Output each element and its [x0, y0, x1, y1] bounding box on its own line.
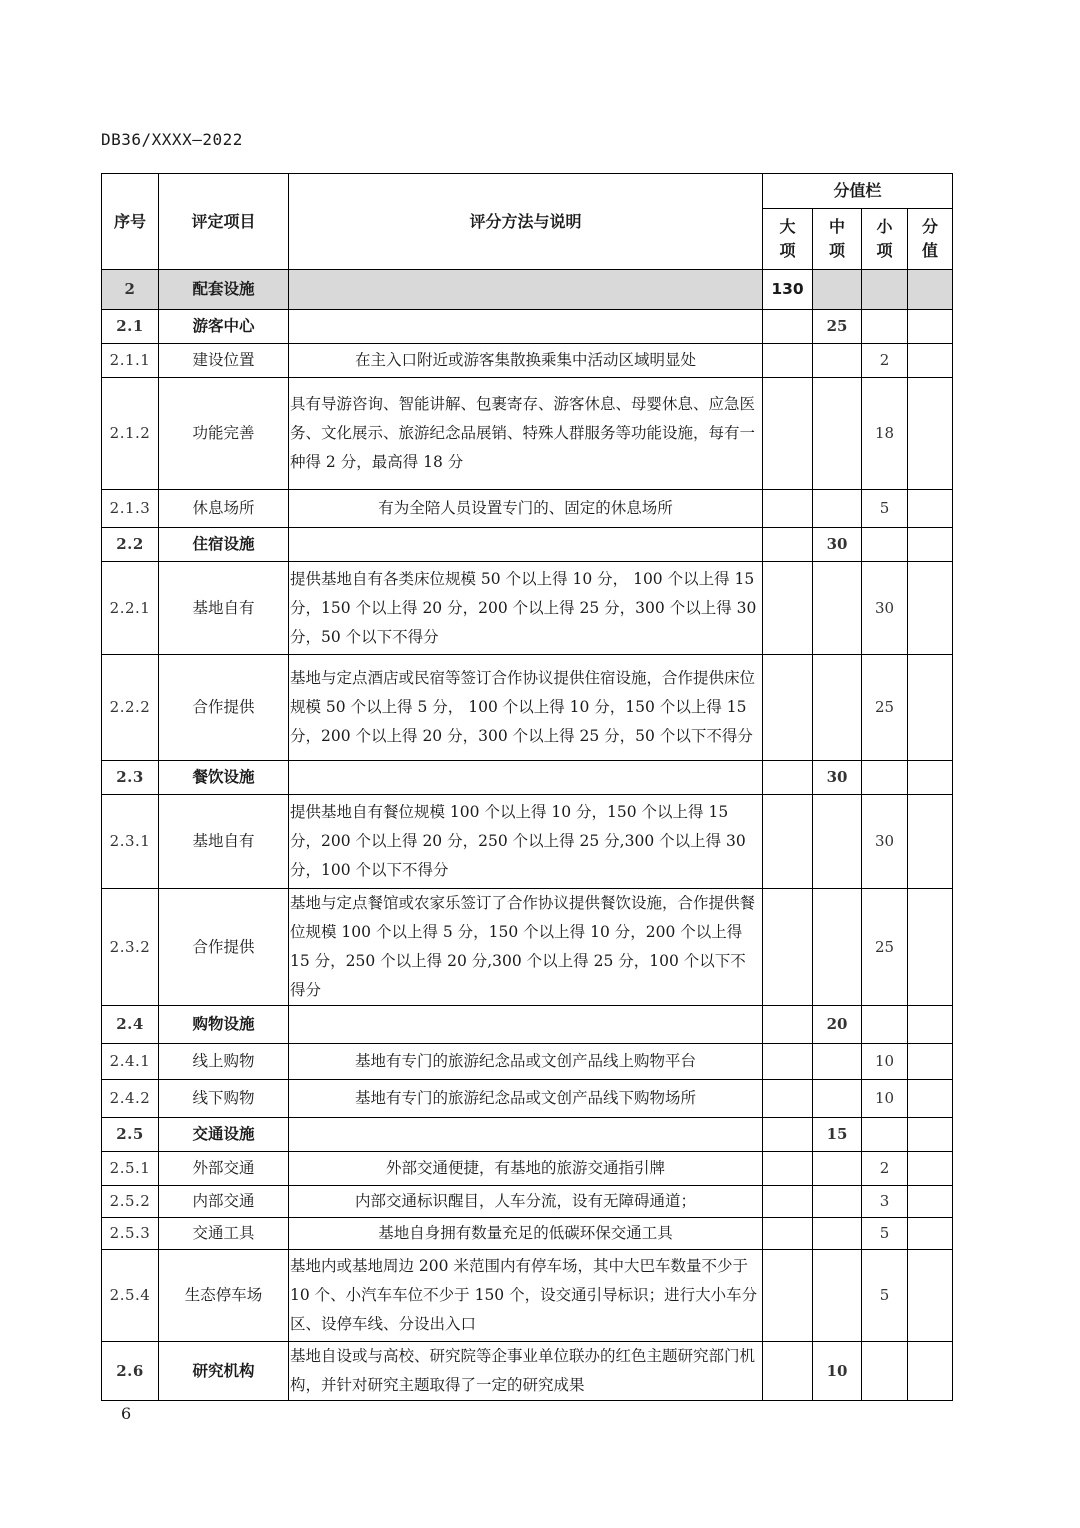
table-row [102, 1006, 953, 1044]
row-value [908, 1118, 953, 1152]
row-medium [813, 490, 862, 528]
table-row [102, 528, 953, 562]
table-row [102, 344, 953, 378]
row-value [908, 310, 953, 344]
header-minor: 小 项 [862, 209, 908, 270]
row-major [763, 562, 813, 655]
row-major [763, 1152, 813, 1186]
row-value [908, 1006, 953, 1044]
row-minor: 25 [862, 889, 908, 1006]
row-minor [862, 1118, 908, 1152]
table-body [102, 310, 953, 1401]
row-medium [813, 1080, 862, 1118]
row-value [908, 655, 953, 761]
row-item-name: 住宿设施 [159, 528, 289, 562]
row-major [763, 344, 813, 378]
row-minor: 10 [862, 1080, 908, 1118]
row-medium: 25 [813, 310, 862, 344]
row-medium [813, 378, 862, 490]
table-row [102, 378, 953, 490]
section-row [102, 270, 953, 310]
row-seq: 2.1 [102, 310, 159, 344]
row-minor: 25 [862, 655, 908, 761]
row-description: 基地自设或与高校、研究院等企事业单位联办的红色主题研究部门机构，并针对研究主题取得了一定的研究成果 [289, 1342, 763, 1401]
row-description: 基地与定点酒店或民宿等签订合作协议提供住宿设施，合作提供床位规模 50 个以上得 5 分， 100 个以上得 10 分，150 个以上得 15 分，200 个以上得 20 分，300 个以上得 25 分，50 个以下不得分 [289, 655, 763, 761]
row-medium [813, 889, 862, 1006]
row-description: 基地与定点餐馆或农家乐签订了合作协议提供餐饮设施，合作提供餐位规模 100 个以上得 5 分，150 个以上得 10 分，200 个以上得 15 分，250 个以上得 20 分,300 个以上得 25 分，100 个以下不得分 [289, 889, 763, 1006]
row-major [763, 1044, 813, 1080]
row-description: 在主入口附近或游客集散换乘集中活动区域明显处 [289, 344, 763, 378]
row-seq: 2.5.2 [102, 1186, 159, 1218]
row-value [908, 889, 953, 1006]
row-minor: 5 [862, 1250, 908, 1342]
table-row [102, 1186, 953, 1218]
row-seq: 2.1.2 [102, 378, 159, 490]
row-seq: 2.3.2 [102, 889, 159, 1006]
row-item-name: 合作提供 [159, 889, 289, 1006]
row-seq: 2.1.1 [102, 344, 159, 378]
header-item: 评定项目 [159, 174, 289, 270]
row-medium [813, 795, 862, 889]
header-score-column: 分值栏 [763, 174, 953, 209]
row-description: 基地内或基地周边 200 米范围内有停车场，其中大巴车数量不少于 10 个、小汽车车位不少于 150 个，设交通引导标识；进行大小车分区、设停车线、分设出入口 [289, 1250, 763, 1342]
row-description: 基地有专门的旅游纪念品或文创产品线上购物平台 [289, 1044, 763, 1080]
row-major [763, 1186, 813, 1218]
row-medium [813, 1218, 862, 1250]
table-row [102, 1152, 953, 1186]
row-seq: 2.4.1 [102, 1044, 159, 1080]
header-method: 评分方法与说明 [289, 174, 763, 270]
table-row [102, 1080, 953, 1118]
row-item-name: 内部交通 [159, 1186, 289, 1218]
row-description: 内部交通标识醒目，人车分流，设有无障碍通道； [289, 1186, 763, 1218]
row-value [908, 1152, 953, 1186]
row-medium [813, 655, 862, 761]
row-major [763, 1250, 813, 1342]
row-medium: 30 [813, 761, 862, 795]
row-item-name: 生态停车场 [159, 1250, 289, 1342]
scoring-table [101, 173, 953, 1401]
row-minor [862, 310, 908, 344]
row-description: 外部交通便捷，有基地的旅游交通指引牌 [289, 1152, 763, 1186]
header-value: 分 值 [908, 209, 953, 270]
row-description: 提供基地自有各类床位规模 50 个以上得 10 分， 100 个以上得 15 分，150 个以上得 20 分，200 个以上得 25 分，300 个以上得 30 分，50 个以下不得分 [289, 562, 763, 655]
header-row-1 [102, 174, 953, 209]
header-medium: 中 项 [813, 209, 862, 270]
row-seq: 2.3.1 [102, 795, 159, 889]
row-major [763, 1342, 813, 1401]
row-major [763, 761, 813, 795]
row-minor: 3 [862, 1186, 908, 1218]
row-description [289, 1118, 763, 1152]
row-medium: 20 [813, 1006, 862, 1044]
row-medium [813, 1250, 862, 1342]
row-seq: 2.5.3 [102, 1218, 159, 1250]
table-row [102, 490, 953, 528]
row-minor: 2 [862, 344, 908, 378]
row-value [908, 528, 953, 562]
row-seq: 2.5 [102, 1118, 159, 1152]
row-minor [862, 761, 908, 795]
row-description [289, 761, 763, 795]
row-minor [862, 528, 908, 562]
row-minor: 10 [862, 1044, 908, 1080]
row-medium [813, 1152, 862, 1186]
table-row [102, 562, 953, 655]
row-minor: 5 [862, 1218, 908, 1250]
row-item-name: 游客中心 [159, 310, 289, 344]
row-description [289, 528, 763, 562]
row-seq: 2.5.1 [102, 1152, 159, 1186]
row-value [908, 562, 953, 655]
row-seq: 2.2.2 [102, 655, 159, 761]
row-minor: 30 [862, 562, 908, 655]
row-major [763, 1218, 813, 1250]
row-item-name: 功能完善 [159, 378, 289, 490]
row-medium [813, 1044, 862, 1080]
table-row [102, 1044, 953, 1080]
row-value [908, 378, 953, 490]
row-seq: 2.5.4 [102, 1250, 159, 1342]
row-description: 具有导游咨询、智能讲解、包裹寄存、游客休息、母婴休息、应急医务、文化展示、旅游纪念品展销、特殊人群服务等功能设施，每有一种得 2 分，最高得 18 分 [289, 378, 763, 490]
row-major [763, 889, 813, 1006]
row-value [908, 344, 953, 378]
row-item-name: 合作提供 [159, 655, 289, 761]
row-item-name: 休息场所 [159, 490, 289, 528]
row-seq: 2.4.2 [102, 1080, 159, 1118]
row-seq: 2.6 [102, 1342, 159, 1401]
section-seq: 2 [102, 270, 159, 310]
table-row [102, 310, 953, 344]
row-item-name: 研究机构 [159, 1342, 289, 1401]
row-seq: 2.1.3 [102, 490, 159, 528]
row-seq: 2.2 [102, 528, 159, 562]
row-value [908, 1342, 953, 1401]
row-seq: 2.2.1 [102, 562, 159, 655]
row-major [763, 310, 813, 344]
document-id: DB36/XXXX—2022 [101, 130, 243, 149]
row-minor: 5 [862, 490, 908, 528]
row-item-name: 线下购物 [159, 1080, 289, 1118]
row-medium: 30 [813, 528, 862, 562]
row-value [908, 761, 953, 795]
table-row [102, 1218, 953, 1250]
section-name: 配套设施 [159, 270, 289, 310]
row-item-name: 线上购物 [159, 1044, 289, 1080]
row-minor [862, 1342, 908, 1401]
row-seq: 2.4 [102, 1006, 159, 1044]
row-item-name: 交通设施 [159, 1118, 289, 1152]
header-seq: 序号 [102, 174, 159, 270]
row-major [763, 655, 813, 761]
row-value [908, 1218, 953, 1250]
row-item-name: 基地自有 [159, 562, 289, 655]
row-description [289, 1006, 763, 1044]
row-item-name: 交通工具 [159, 1218, 289, 1250]
row-major [763, 1080, 813, 1118]
row-medium: 10 [813, 1342, 862, 1401]
row-description: 提供基地自有餐位规模 100 个以上得 10 分，150 个以上得 15 分，200 个以上得 20 分，250 个以上得 25 分,300 个以上得 30 分，100 个以下不得分 [289, 795, 763, 889]
table-row [102, 1118, 953, 1152]
row-minor [862, 1006, 908, 1044]
row-value [908, 490, 953, 528]
table-row [102, 1250, 953, 1342]
table-row [102, 795, 953, 889]
row-major [763, 528, 813, 562]
row-major [763, 378, 813, 490]
row-item-name: 建设位置 [159, 344, 289, 378]
row-medium [813, 344, 862, 378]
row-minor: 2 [862, 1152, 908, 1186]
header-major: 大 项 [763, 209, 813, 270]
row-description: 基地有专门的旅游纪念品或文创产品线下购物场所 [289, 1080, 763, 1118]
page-number: 6 [121, 1404, 132, 1423]
row-major [763, 490, 813, 528]
row-description: 有为全陪人员设置专门的、固定的休息场所 [289, 490, 763, 528]
row-value [908, 1186, 953, 1218]
row-major [763, 1006, 813, 1044]
section-major: 130 [763, 270, 813, 310]
row-item-name: 基地自有 [159, 795, 289, 889]
row-minor: 18 [862, 378, 908, 490]
row-medium [813, 1186, 862, 1218]
row-value [908, 1250, 953, 1342]
row-major [763, 795, 813, 889]
row-medium [813, 562, 862, 655]
row-description: 基地自身拥有数量充足的低碳环保交通工具 [289, 1218, 763, 1250]
row-value [908, 795, 953, 889]
row-seq: 2.3 [102, 761, 159, 795]
table-row [102, 761, 953, 795]
section-desc [289, 270, 763, 310]
row-medium: 15 [813, 1118, 862, 1152]
row-item-name: 外部交通 [159, 1152, 289, 1186]
row-description [289, 310, 763, 344]
row-minor: 30 [862, 795, 908, 889]
table-row [102, 889, 953, 1006]
row-item-name: 购物设施 [159, 1006, 289, 1044]
row-major [763, 1118, 813, 1152]
row-value [908, 1044, 953, 1080]
table-row [102, 655, 953, 761]
row-value [908, 1080, 953, 1118]
row-item-name: 餐饮设施 [159, 761, 289, 795]
table-row [102, 1342, 953, 1401]
